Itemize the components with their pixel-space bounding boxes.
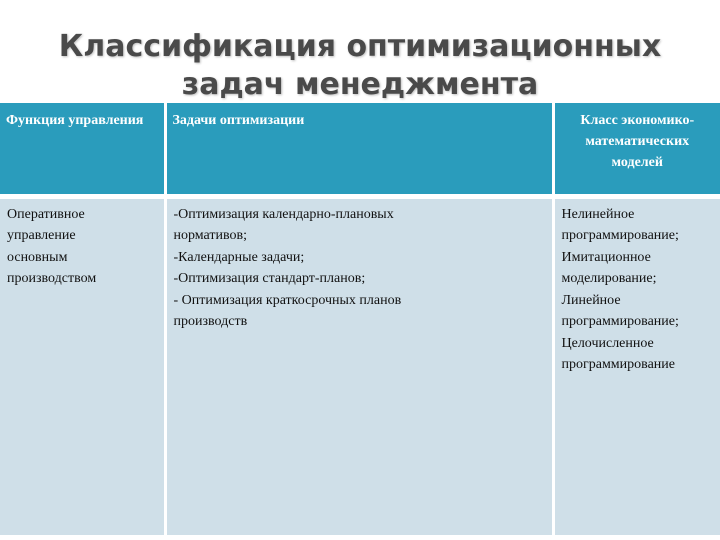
cell-line: основным [7,249,68,265]
cell-line: -Календарные задачи; [173,249,305,265]
title-line-2: задач менеджмента [181,67,539,102]
cell-line: программирование; [561,314,679,329]
classification-table [0,103,720,535]
cell-line: моделирование; [561,271,657,286]
cell-line: -Оптимизация календарно-плановых [173,206,394,222]
cell-tasks [165,196,553,535]
cell-model-class [553,196,720,535]
cell-line: Оперативное [7,206,85,222]
cell-function [0,196,165,535]
cell-line: программирование [561,357,675,372]
cell-line: программирование; [561,228,679,243]
cell-line: - Оптимизация краткосрочных планов [173,292,402,308]
cell-line: производством [7,271,97,286]
cell-line: Линейное [561,292,621,308]
header-tasks: Задачи оптимизации [165,103,553,196]
slide-title [0,28,720,104]
cell-line: нормативов; [173,228,248,243]
header-function: Функция управления [0,103,165,196]
title-line-1: Классификация оптимизационных [58,29,662,64]
cell-line: Имитационное [561,249,651,265]
cell-line: производств [173,314,248,329]
header-model-class: Класс экономико-математических моделей [553,103,720,196]
table-header-row [0,103,720,196]
cell-line: Целочисленное [561,335,654,351]
cell-line: Нелинейное [561,206,635,222]
table-row [0,196,720,535]
cell-line: управление [7,228,76,243]
cell-line: -Оптимизация стандарт-планов; [173,271,366,286]
